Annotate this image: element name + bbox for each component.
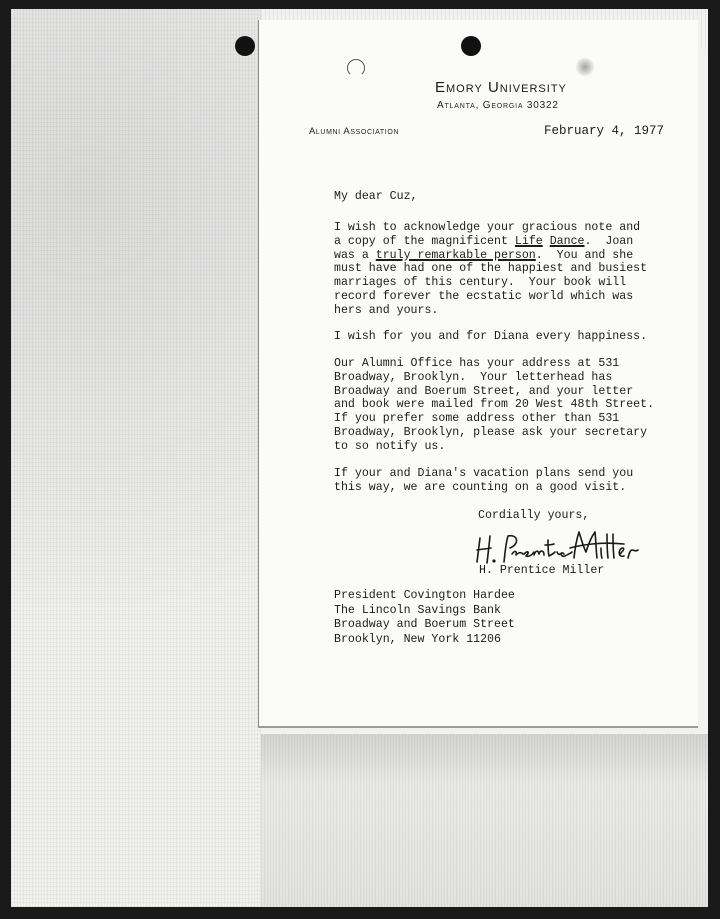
punch-hole-center (461, 36, 481, 56)
paragraph-2: I wish for you and for Diana every happiness. (334, 330, 648, 343)
book-title-life: Life (514, 234, 543, 248)
letter-date: February 4, 1977 (544, 124, 665, 138)
address-line: Brooklyn, New York 11206 (334, 632, 501, 646)
address-line: President Covington Hardee (334, 589, 515, 602)
staple-mark-left (347, 59, 365, 77)
punch-hole-left (235, 36, 255, 56)
signer-name: H. Prentice Miller (479, 564, 605, 577)
paragraph-1 (334, 221, 647, 318)
closing: Cordially yours, (478, 509, 590, 522)
paragraph-1-end: . You and she must have had one of the happiest and busiest marriages of this century. Your book will record forever the ecstatic world which was hers and yours. (334, 248, 648, 317)
scan-noise-left (11, 9, 261, 907)
staple-mark-right (576, 58, 594, 76)
address-line: The Lincoln Savings Bank (334, 603, 501, 617)
paragraph-3: Our Alumni Office has your address at 531 Broadway, Brooklyn. Your letterhead has Broadway and Boerum Street, and your letter and book were mailed from 20 West 48th Street. If you prefer some address other than 531 Broadway, Brooklyn, please ask your secretary to so notify us. (334, 357, 655, 453)
paragraph-1-start: I wish to acknowledge your gracious note and a copy of the magnificent (334, 221, 641, 248)
address-line: Broadway and Boerum Street (334, 618, 515, 632)
scan-noise-bottom (261, 734, 708, 907)
letterhead-city: Atlanta, Georgia 30322 (437, 100, 559, 111)
salutation: My dear Cuz, (334, 190, 418, 203)
paragraph-1-mid: . Joan was a (334, 234, 634, 262)
recipient-address (334, 589, 515, 647)
letterhead-institution: Emory University (435, 79, 567, 96)
paragraph-4: If your and Diana's vacation plans send you this way, we are counting on a good visit. (334, 467, 634, 494)
book-title-dance: Dance (549, 234, 585, 248)
underlined-phrase: truly remarkable person (375, 248, 536, 262)
handwritten-signature (474, 528, 640, 568)
letterhead-department: Alumni Association (309, 126, 400, 137)
